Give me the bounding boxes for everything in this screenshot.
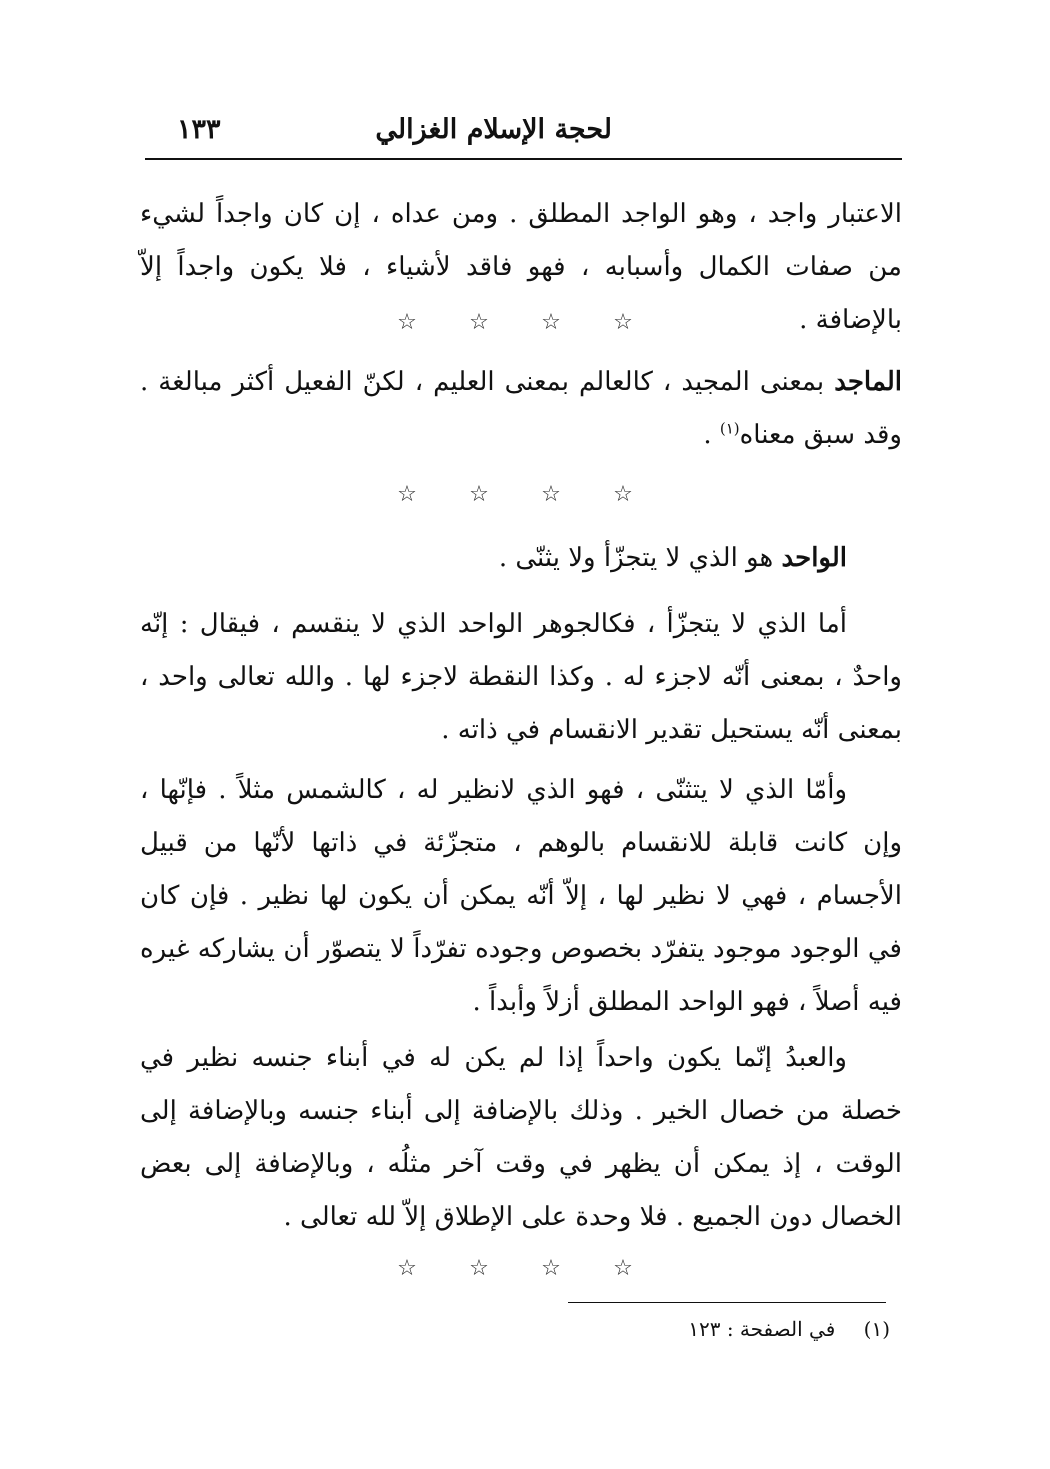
star-icon: ☆	[469, 481, 489, 507]
star-icon: ☆	[541, 481, 561, 507]
section-separator	[395, 474, 635, 514]
footnote-text: في الصفحة : ١٢٣	[688, 1317, 836, 1341]
section-separator	[395, 1248, 635, 1288]
footnote-reference: (١)	[719, 419, 740, 438]
paragraph-al-majid	[140, 356, 902, 462]
paragraph-end: .	[703, 420, 720, 450]
star-icon: ☆	[397, 481, 417, 507]
term-al-wahid: الواحد	[781, 543, 847, 573]
paragraph-al-wahid	[140, 532, 902, 585]
running-header	[145, 112, 902, 160]
paragraph-servant: والعبدُ إنّما يكون واحداً إذا لم يكن له في أبناء جنسه نظير في خصلة من خصال الخير . وذلك بالإضافة إلى أبناء جنسه وبالإضافة إلى الوقت ، إذ يمكن أن يظهر في وقت آخر مثلُه ، وبالإضافة إلى بعض الخصال دون الجميع . فلا وحدة على الإطلاق إلاّ لله تعالى .	[140, 1043, 902, 1232]
header-rule	[145, 158, 902, 160]
paragraph-continuation: الاعتبار واجد ، وهو الواجد المطلق . ومن عداه ، إن كان واجداً لشيء من صفات الكمال وأسبابه ، فهو فاقد لأشياء ، فلا يكون واجداً إلاّ بالإضافة .	[140, 199, 902, 335]
star-icon: ☆	[613, 309, 633, 335]
star-icon: ☆	[613, 1255, 633, 1281]
star-icon: ☆	[541, 309, 561, 335]
footnote-number: (١)	[863, 1317, 890, 1341]
term-al-majid: الماجد	[834, 367, 903, 397]
star-icon: ☆	[469, 309, 489, 335]
star-icon: ☆	[469, 1255, 489, 1281]
paragraph-text: بمعنى المجيد ، كالعالم بمعنى العليم ، لكنّ الفعيل أكثر مبالغة . وقد سبق معناه	[140, 367, 902, 450]
paragraph-without-equal: وأمّا الذي لا يتثنّى ، فهو الذي لانظير له ، كالشمس مثلاً . فإنّها ، وإن كانت قابلة للانقسام بالوهم ، متجزّئة في ذاتها لأنّها من قبيل الأجسام ، فهي لا نظير لها ، إلاّ أنّه يمكن أن يكون لها نظير . فإن كان في الوجود موجود يتفرّد بخصوص وجوده تفرّداً لا يتصوّر أن يشاركه غيره فيه أصلاً ، فهو الواحد المطلق أزلاً وأبداً .	[140, 775, 902, 1017]
page-number: ١٣٣	[177, 114, 221, 145]
star-icon: ☆	[613, 481, 633, 507]
star-icon: ☆	[397, 1255, 417, 1281]
running-title: لحجة الإسلام الغزالي	[375, 114, 612, 145]
section-separator	[395, 302, 635, 342]
star-icon: ☆	[397, 309, 417, 335]
paragraph-indivisible: أما الذي لا يتجزّأ ، فكالجوهر الواحد الذي لا ينقسم ، فيقال : إنّه واحدٌ ، بمعنى أنّه لاجزء له . وكذا النقطة لاجزء لها . والله تعالى واحد ، بمعنى أنّه يستحيل تقدير الانقسام في ذاته .	[140, 609, 902, 745]
footnote-rule	[568, 1302, 886, 1303]
star-icon: ☆	[541, 1255, 561, 1281]
footnote	[600, 1317, 890, 1341]
paragraph-text: هو الذي لا يتجزّأ ولا يثنّى .	[498, 543, 774, 573]
